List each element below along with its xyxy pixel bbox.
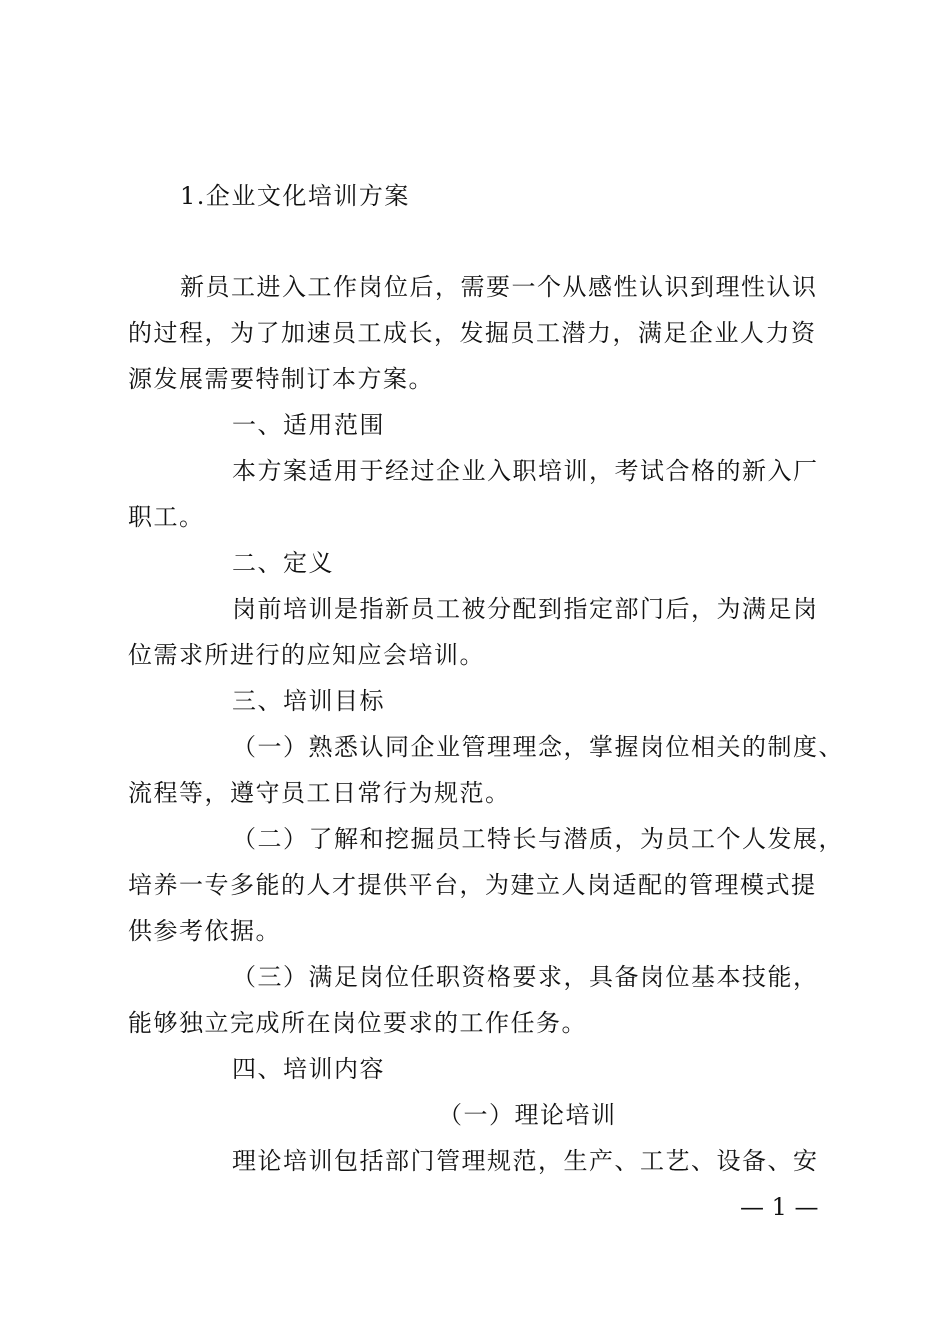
goal-1-line-2: 流程等，遵守员工日常行为规范。 <box>128 779 511 807</box>
document-title: 1.企业文化培训方案 <box>180 182 410 210</box>
section-2-line-2: 位需求所进行的应知应会培训。 <box>128 641 485 669</box>
goal-3-line-1: （三）满足岗位任职资格要求，具备岗位基本技能， <box>232 963 819 991</box>
page-number: — 1 — <box>740 1193 819 1221</box>
section-4-subheading: （一）理论培训 <box>438 1101 617 1129</box>
section-1-line-2: 职工。 <box>128 503 205 531</box>
section-2-heading: 二、定义 <box>232 549 334 577</box>
goal-3-line-2: 能够独立完成所在岗位要求的工作任务。 <box>128 1009 587 1037</box>
section-1-heading: 一、适用范围 <box>232 411 385 439</box>
section-2-line-1: 岗前培训是指新员工被分配到指定部门后，为满足岗 <box>232 595 819 623</box>
goal-2-line-1: （二）了解和挖掘员工特长与潜质，为员工个人发展， <box>232 825 844 853</box>
intro-line-1: 新员工进入工作岗位后，需要一个从感性认识到理性认识 <box>180 273 818 301</box>
intro-line-2: 的过程，为了加速员工成长，发掘员工潜力，满足企业人力资 <box>128 319 817 347</box>
goal-1-line-1: （一）熟悉认同企业管理理念，掌握岗位相关的制度、 <box>232 733 844 761</box>
goal-2-line-2: 培养一专多能的人才提供平台，为建立人岗适配的管理模式提 <box>128 871 817 899</box>
section-1-line-1: 本方案适用于经过企业入职培训，考试合格的新入厂 <box>232 457 819 485</box>
goal-2-line-3: 供参考依据。 <box>128 917 281 945</box>
section-4-heading: 四、培训内容 <box>232 1055 385 1083</box>
section-3-heading: 三、培训目标 <box>232 687 385 715</box>
intro-line-3: 源发展需要特制订本方案。 <box>128 365 434 393</box>
section-4-line-1: 理论培训包括部门管理规范，生产、工艺、设备、安 <box>232 1147 819 1175</box>
